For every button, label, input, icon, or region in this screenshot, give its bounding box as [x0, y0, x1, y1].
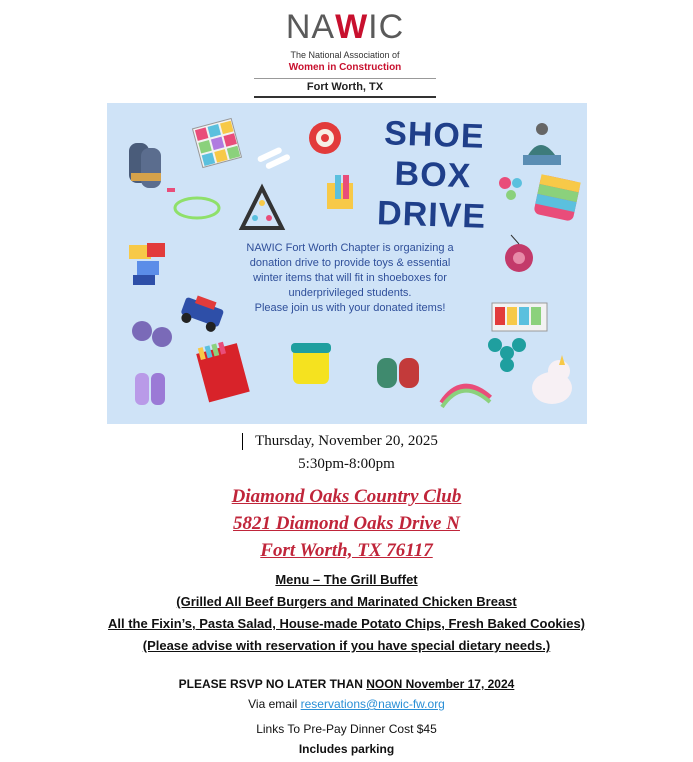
- flyer-description: NAWIC Fort Worth Chapter is organizing a donation drive to provide toys & essential winter items that will fit in shoeboxes for underprivileged students. Please join us with your donated items!: [246, 242, 454, 314]
- socks-icon: [135, 373, 165, 405]
- logo-underline: [254, 96, 436, 98]
- event-date: Thursday, November 20, 2025: [255, 433, 438, 449]
- fidget-spinner-icon: [488, 338, 526, 372]
- menu-title: Menu – The Grill Buffet: [275, 572, 418, 587]
- logo-subtitle-2: Women in Construction: [288, 62, 402, 73]
- frisbee-icon: [309, 122, 341, 154]
- unicorn-plush-icon: [532, 355, 572, 404]
- logo-subtitle-1: The National Association of: [290, 50, 400, 60]
- jump-rope-icon: [167, 188, 219, 218]
- chalk-icon: [257, 147, 291, 170]
- crayon-box-icon: [195, 338, 250, 402]
- venue-name[interactable]: Diamond Oaks Country Club: [231, 486, 462, 507]
- beanie-icon: [523, 123, 561, 165]
- slinky-icon: [442, 387, 490, 407]
- menu-line-2: All the Fixin’s, Pasta Salad, House-made Potato Chips, Fresh Baked Cookies): [107, 616, 586, 631]
- prepay-text: Links To Pre-Pay Dinner Cost $45: [256, 722, 437, 736]
- mittens-icon: [377, 358, 419, 388]
- shoe-box-drive-flyer: [107, 103, 587, 424]
- menu-line-3: (Please advise with reservation if you have special dietary needs.): [142, 638, 551, 653]
- triangle-puzzle-icon: [242, 188, 282, 228]
- binoculars-icon: [132, 321, 172, 347]
- flyer-title: SHOE BOX DRIVE: [376, 114, 487, 236]
- venue-city[interactable]: Fort Worth, TX 76117: [260, 540, 433, 561]
- logo-wordmark: NAWIC: [285, 8, 405, 46]
- email-link[interactable]: reservations@nawic-fw.org: [300, 697, 445, 711]
- yo-yo-icon: [505, 235, 533, 272]
- rsvp-email-line: Via email reservations@nawic-fw.org: [248, 697, 445, 711]
- menu-line-1: (Grilled All Beef Burgers and Marinated Chicken Breast: [176, 594, 517, 609]
- rsvp-deadline: PLEASE RSVP NO LATER THAN NOON November 17, 2024: [178, 677, 515, 691]
- venue-street[interactable]: 5821 Diamond Oaks Drive N: [233, 513, 460, 534]
- rubiks-cube-icon: [193, 119, 242, 168]
- gloves-icon: [129, 143, 161, 188]
- building-blocks-icon: [129, 243, 165, 285]
- pop-it-icon: [533, 174, 580, 221]
- logo-city: Fort Worth, TX: [306, 81, 384, 93]
- event-time: 5:30pm-8:00pm: [298, 456, 395, 472]
- parking-note: Includes parking: [298, 742, 395, 756]
- logo-divider: [254, 78, 436, 79]
- nawic-logo: [252, 8, 438, 98]
- paint-set-icon: [492, 303, 547, 331]
- play-dough-icon: [291, 343, 331, 384]
